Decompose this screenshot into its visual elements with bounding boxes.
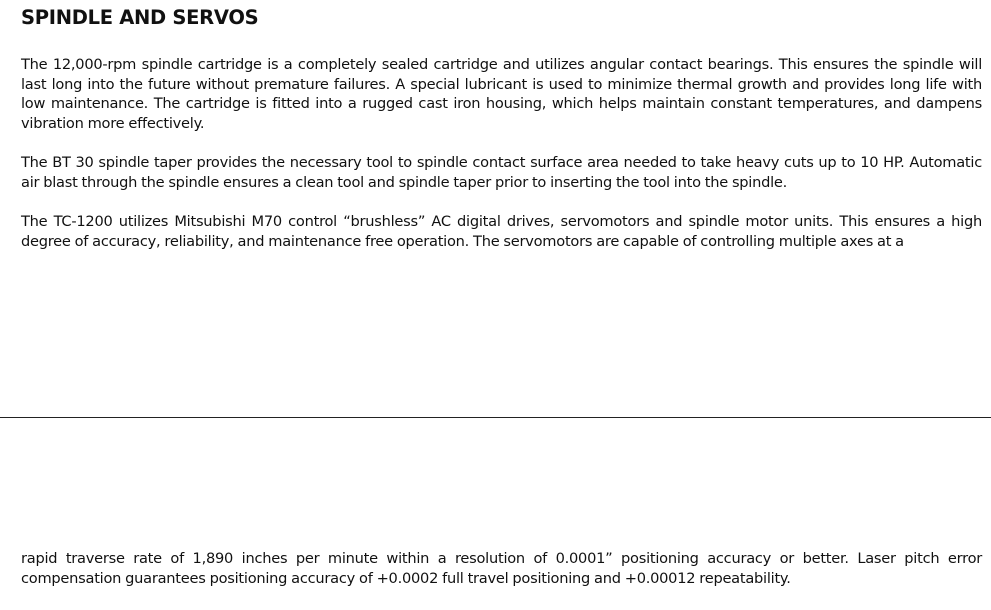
paragraph-spindle-cartridge: The 12,000-rpm spindle cartridge is a completely sealed cartridge and utilizes angular contact bearings. This ensures the spindle will last long into the future without premature failures. A special lubricant is used to minimize thermal growth and provides long life with low maintenance. The cartridge is fitted into a rugged cast iron housing, which helps maintain constant temperatures, and dampens vibration more effectively. [21, 56, 982, 132]
paragraph-positioning-accuracy: rapid traverse rate of 1,890 inches per minute within a resolution of 0.0001” positioning accuracy or better. Laser pitch error compensation guarantees positioning accuracy of +0.0002 full travel positioning and +0.00012 repeatability. [21, 550, 982, 587]
paragraph-servo-drives: The TC-1200 utilizes Mitsubishi M70 control “brushless” AC digital drives, servomotors and spindle motor units. This ensures a high degree of accuracy, reliability, and maintenance free operation. The servomotors are capable of controlling multiple axes at a [21, 213, 982, 250]
section-heading: SPINDLE AND SERVOS [21, 6, 259, 29]
paragraph-spindle-taper: The BT 30 spindle taper provides the necessary tool to spindle contact surface area needed to take heavy cuts up to 10 HP. Automatic air blast through the spindle ensures a clean tool and spindle taper prior to inserting the tool into the spindle. [21, 154, 982, 191]
page-break-divider [0, 417, 991, 418]
